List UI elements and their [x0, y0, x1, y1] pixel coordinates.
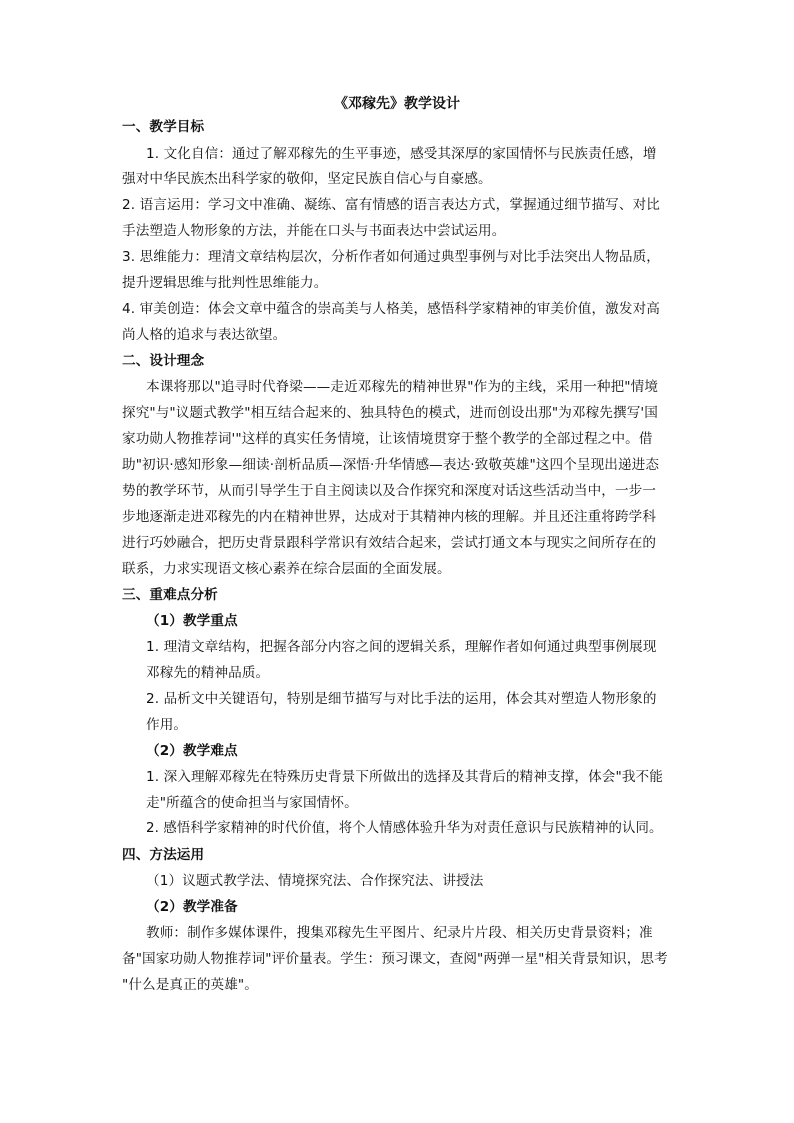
- paragraph-line: 走"所蕴含的使命担当与家国情怀。: [146, 795, 358, 811]
- paragraph-line: 尚人格的追求与表达欲望。: [122, 327, 287, 343]
- subheading-difficulty: （2）教学难点: [146, 743, 238, 759]
- paragraph-line: 邓稼先的精神品质。: [146, 665, 270, 681]
- subheading-focus: （1）教学重点: [146, 613, 238, 629]
- paragraph-line: 4. 审美创造：体会文章中蕴含的崇高美与人格美，感悟科学家精神的审美价值，激发对高: [122, 301, 660, 317]
- paragraph-line: 1. 深入理解邓稼先在特殊历史背景下所做出的选择及其背后的精神支撑，体会"我不能: [146, 769, 663, 785]
- paragraph-line: 步地逐渐走进邓稼先的内在精神世界，达成对于其精神内核的理解。并且还注重将跨学科: [122, 509, 657, 525]
- paragraph-line: 家功勋人物推荐词'"这样的真实任务情境，让该情境贯穿于整个教学的全部过程之中。借: [122, 431, 653, 447]
- paragraph-line: 联系，力求实现语文核心素养在综合层面的全面发展。: [122, 561, 451, 577]
- section-heading-concept: 二、设计理念: [122, 353, 205, 369]
- paragraph-line: 2. 语言运用：学习文中准确、凝练、富有情感的语言表达方式，掌握通过细节描写、对比: [122, 197, 660, 213]
- paragraph-line: 强对中华民族杰出科学家的敬仰，坚定民族自信心与自豪感。: [122, 171, 492, 187]
- paragraph-line: 2. 品析文中关键语句，特别是细节描写与对比手法的运用，体会其对塑造人物形象的: [146, 691, 657, 707]
- section-heading-methods: 四、方法运用: [122, 847, 205, 863]
- paragraph-line: "什么是真正的英雄"。: [122, 977, 258, 993]
- methods-line: （1）议题式教学法、情境探究法、合作探究法、讲授法: [146, 873, 484, 889]
- paragraph-line: 提升逻辑思维与批判性思维能力。: [122, 275, 328, 291]
- paragraph-line: 1. 文化自信：通过了解邓稼先的生平事迹，感受其深厚的家国情怀与民族责任感，增: [146, 146, 657, 162]
- paragraph-line: 进行巧妙融合，把历史背景跟科学常识有效结合起来，尝试打通文本与现实之间所存在的: [122, 535, 657, 551]
- paragraph-line: 3. 思维能力：理清文章结构层次，分析作者如何通过典型事例与对比手法突出人物品质，: [122, 249, 660, 265]
- paragraph-line: 1. 理清文章结构，把握各部分内容之间的逻辑关系，理解作者如何通过典型事例展现: [146, 639, 657, 655]
- section-heading-keypoints: 三、重难点分析: [122, 587, 218, 603]
- paragraph-line: 2. 感悟科学家精神的时代价值，将个人情感体验升华为对责任意识与民族精神的认同。: [146, 821, 663, 836]
- paragraph-line: 探究"与"议题式教学"相互结合起来的、独具特色的模式，进而创设出那"为邓稼先撰写'国: [122, 405, 658, 421]
- paragraph-line: 手法塑造人物形象的方法，并能在口头与书面表达中尝试运用。: [122, 223, 506, 239]
- section-heading-goals: 一、教学目标: [122, 119, 205, 135]
- paragraph-line: 作用。: [146, 717, 188, 733]
- paragraph-line: 教师：制作多媒体课件，搜集邓稼先生平图片、纪录片片段、相关历史背景资料；准: [146, 925, 653, 941]
- paragraph-line: 本课将那以"追寻时代脊梁——走近邓稼先的精神世界"作为的主线，采用一种把"情境: [146, 379, 659, 395]
- paragraph-line: 助"初识·感知形象—细读·剖析品质—深悟·升华情感—表达·致敬英雄"这四个呈现出递进态: [122, 457, 660, 473]
- paragraph-line: 备"国家功勋人物推荐词"评价量表。学生：预习课文，查阅"两弹一星"相关背景知识，思考: [122, 951, 668, 967]
- subheading-preparation: （2）教学准备: [146, 899, 238, 915]
- paragraph-line: 势的教学环节，从而引导学生于自主阅读以及合作探究和深度对话这些活动当中，一步一: [122, 483, 657, 499]
- document-title: 《邓稼先》教学设计: [334, 96, 460, 112]
